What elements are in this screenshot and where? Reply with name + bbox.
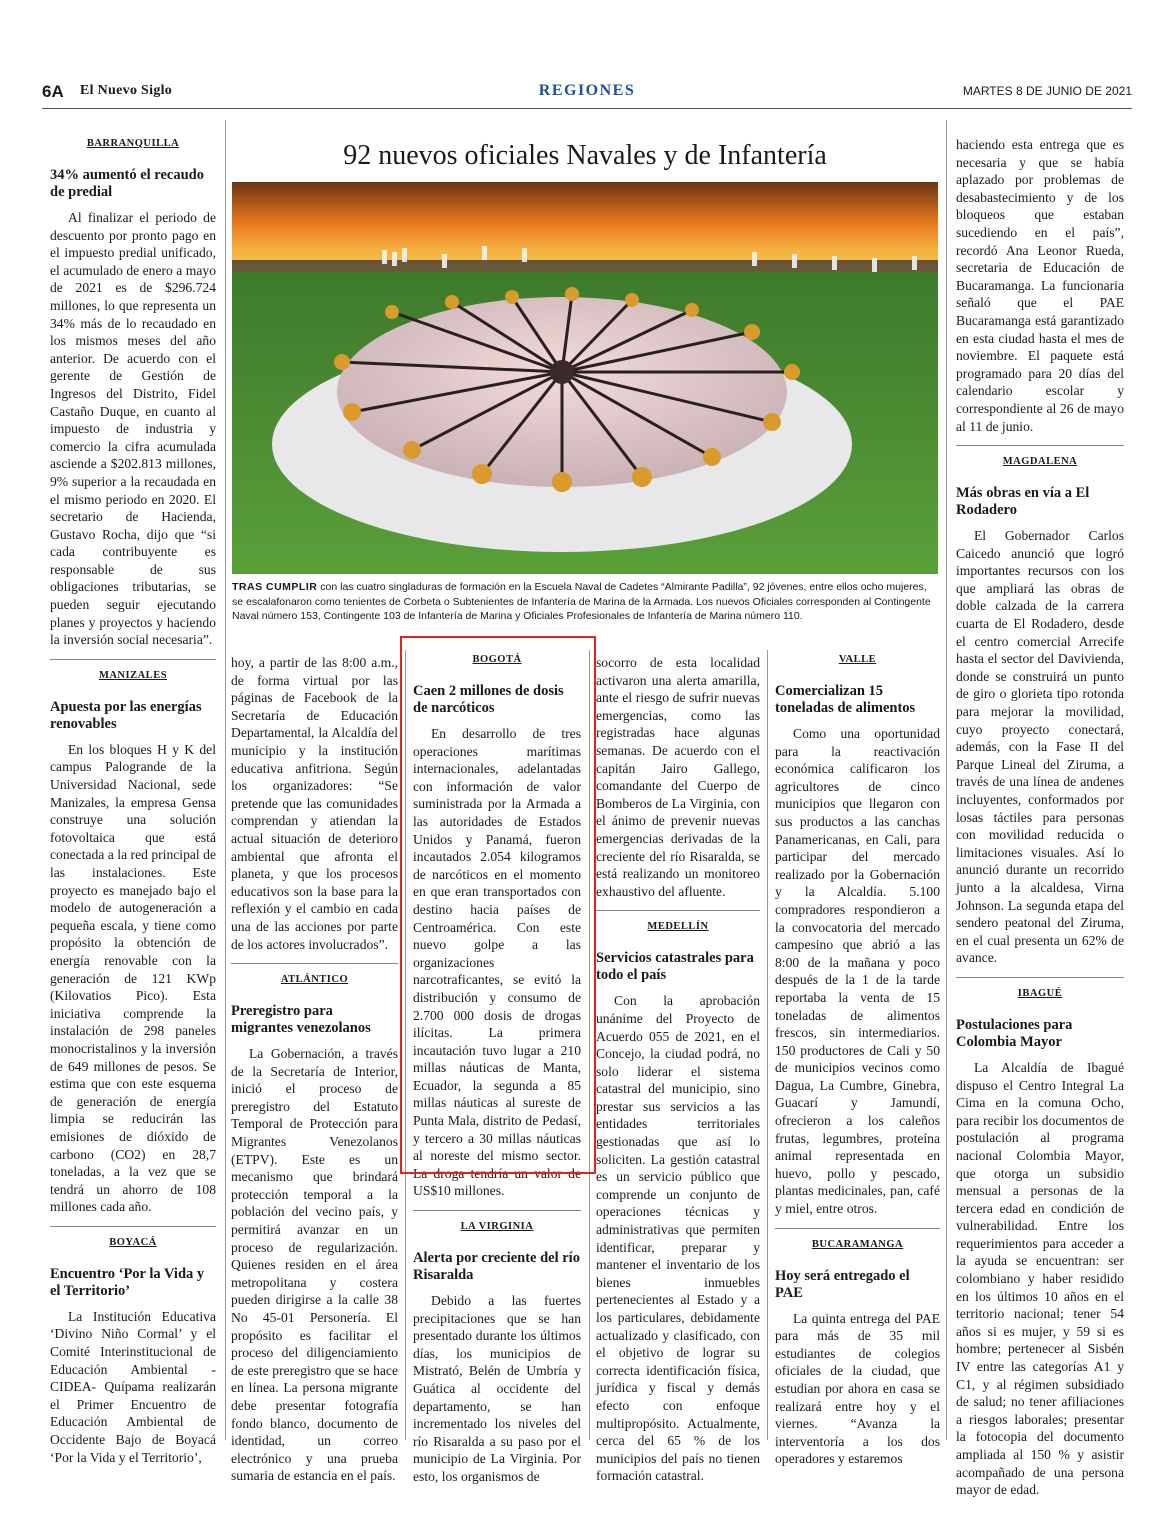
ceremony-photo — [232, 182, 938, 574]
article-bucaramanga-continued: haciendo esta entrega que es necesaria y que se había aplazado por problemas de desabastecimiento y de los bloqueos que estaban sucediendo en el país”, recordó Ana Leonor Rueda, secretaria de Educación de Bucaramanga. La funcionaria señaló que el PAE Bucaramanga está garantizado en esta ciudad hasta el mes de noviembre. El paquete está programado para 20 días del calendario escolar y correspondiente al 26 de mayo al 11 de junio. — [956, 137, 1124, 434]
swords-table-illustration — [232, 182, 938, 574]
divider — [413, 1210, 581, 1211]
caption-text: con las cuatro singladuras de formación en la Escuela Naval de Cadetes “Almirante Padilla”, 92 jóvenes, entre ellos ocho mujeres, se escalafonaron como tenientes de Corbeta o Subtenientes de Infantería de Marina de la Armada. Los nuevos Oficiales corresponden al Contingente Naval número 153, Contingente 103 de Infantería de Marina y Oficiales Profesionales de Infantería de Marina número 110. — [232, 581, 931, 622]
article-la-virginia: Debido a las fuertes precipitaciones que se han presentado durante los últimos días, los municipios de Mistrató, Belén de Umbría y Guática al occidente del departamento, se han incrementado los niveles del río Risaralda a su paso por el municipio de La Virginia. Por esto, los organismos de — [413, 1293, 581, 1484]
divider — [956, 445, 1124, 446]
article-bogota: En desarrollo de tres operaciones marítimas internacionales, adelantadas con información de valor suministrada por la Armada a las autoridades de Estados Unidos y Panamá, fueron incautados 2.054 kilogramos de narcóticos en el momento en que eran transportados con destino hacia países de Centroamérica. Con este nuevo golpe a las organizaciones narcotraficantes, se evitó la distribución y consumo de 2.700 000 dosis de drogas ilícitas. La primera incautación tuvo lugar a 210 millas náuticas de Manta, Ecuador, la segunda a 85 millas náuticas al sureste de Punta Mala, distrito de Pedasí, y tercero a 30 millas náuticas al noreste del mismo sector. La droga tendría un valor de US$10 millones. — [413, 726, 581, 1199]
divider — [956, 977, 1124, 978]
column-divider — [767, 650, 768, 1440]
headline-valle: Comercializan 15 toneladas de alimentos — [775, 683, 916, 716]
page-header — [42, 82, 1132, 106]
highlight-box — [400, 636, 596, 1174]
article-magdalena: El Gobernador Carlos Caicedo anunció que logró importantes recursos con los que ampliará las obras de doble calzada de la carrera cuarta de El Rodadero, desde el centro comercial Arrecife hasta el sector del Davivienda, donde se construirá un punto de giro o glorieta tipo rotonda para mejorar la movilidad, cuyo proyecto conectará, además, con la Fase II del Parque Lineal del Ziruma, a través de una línea de andenes incluyentes, conformados por losas táctiles para personas con movilidad reducida o limitaciones visuales. Así lo anunció durante un recorrido junto a la alcaldesa, Virna Johnson. La segunda etapa del sendero peatonal del Ziruma, en el cual presenta un 62% de avance. — [956, 528, 1124, 966]
kicker-valle: VALLE — [838, 654, 877, 665]
kicker-atlantico: ATLÁNTICO — [280, 974, 349, 986]
article-bucaramanga: La quinta entrega del PAE para más de 35 mil estudiantes de colegios oficiales de la ciudad, que estudian por ahora en casa se realizará entre hoy y el viernes. “Avanza la interventoría a los dos operadores y estaremos — [775, 1310, 940, 1467]
kicker-boyaca: BOYACÁ — [109, 1236, 157, 1248]
newspaper-name: El Nuevo Siglo — [80, 83, 173, 98]
photo-caption — [232, 580, 938, 624]
headline-bucaramanga: Hoy será entregado el PAE — [775, 1267, 910, 1301]
headline-barranquilla: 34% aumentó el recaudo de predial — [50, 167, 204, 200]
column-5 — [775, 654, 940, 1468]
divider — [231, 963, 398, 964]
article-boyaca: La Institución Educativa ‘Divino Niño Cormal’ y el Comité Interinstitucional de Educación Ambiental -CIDEA- Quípama realizarán el Primer Encuentro de Educación Ambiental de Occidente Bajo de Boyacá ‘Por la Vida y el Territorio’, — [50, 1308, 216, 1465]
article-medellin: Con la aprobación unánime del Proyecto de Acuerdo 055 de 2021, en el Concejo, la ciudad podrá, no solo liderar el sistema catastral del municipio, sino prestar sus servicios a las entidades territoriales gestionadas que así lo soliciten. La gestión catastral es un servicio público que comprende un conjunto de operaciones técnicas y administrativas que permiten identificar, preparar y mantener el inventario de los bienes inmuebles pertenecientes al Estado y a los particulares, debidamente actualizado y clasificado, con el objetivo de lograr su correcta identificación física, jurídica y fiscal y demás efecto con enfoque multipropósito. Actualmente, cerca del 65 % de los municipios del país no tienen formación catastral. — [596, 993, 760, 1484]
kicker-medellin: MEDELLÍN — [647, 921, 709, 933]
column-6 — [956, 136, 1124, 1499]
column-4 — [596, 654, 760, 1485]
section-title: REGIONES — [538, 82, 636, 99]
column-2 — [231, 654, 398, 1485]
column-1 — [50, 138, 216, 1466]
kicker-la-virginia: LA VIRGINIA — [460, 1221, 534, 1233]
headline-atlantico: Preregistro para migrantes venezolanos — [231, 1003, 371, 1037]
article-barranquilla: Al finalizar el periodo de descuento por pronto pago en el impuesto predial unificado, el acumulado de enero a mayo de 2021 es de $296.724 millones, lo que representa un 34% más de lo recaudado en los mismos meses del año anterior. De acuerdo con el gerente de Gestión de Ingresos del Distrito, Fidel Castaño Duque, en cuanto al impuesto de industria y comercio la cifra acumulada asciende a $202.813 millones, 9% superior a la recaudada en el mismo periodo en 2020. El secretario de Hacienda, Gustavo Rocha, dijo que “si cada contribuyente es responsable de sus obligaciones tributarias, se pueden seguir ejecutando planes y proyectos y haciendo la inversión social necesaria”. — [50, 210, 216, 648]
kicker-barranquilla: BARRANQUILLA — [86, 138, 180, 149]
divider — [50, 1226, 216, 1227]
headline-boyaca: Encuentro ‘Por la Vida y el Territorio’ — [50, 1265, 205, 1299]
header-rule — [42, 108, 1132, 109]
divider — [50, 659, 216, 660]
article-valle: Como una oportunidad para la reactivación económica calificaron los agricultores de cinco municipios que llegaron con sus productos a las canchas Panamericanas, en Cali, para participar del mercado realizado por la Gobernación y la Alcaldía. 5.100 compradores respondieron a la convocatoria del mercado campesino que abrió a las 8:00 de la mañana y poco después de la 1 de la tarde reportaba la venta de 15 toneladas de alimentos frescos, sin intermediarios. 150 productores de Cali y 50 de municipios vecinos como Dagua, La Cumbre, Ginebra, Guacarí y Jamundí, ofrecieron a los caleños frutas, legumbres, proteína animal representada en huevo, pollo y pescado, plantas medicinales, pan, café y miel, entre otros. — [775, 726, 940, 1217]
headline-manizales: Apuesta por las energías renovables — [50, 698, 202, 732]
main-headline: 92 nuevos oficiales Navales y de Infantería — [343, 140, 827, 171]
article-la-virginia-continued: socorro de esta localidad activaron una alerta amarilla, ante el riesgo de sufrir nuevas emergencias, como las registradas hace algunas semanas. De acuerdo con el capitán Jairo Gallego, comandante del Cuerpo de Bomberos de La Virginia, con el ánimo de prevenir nuevas emergencias derivadas de la creciente del río Risaralda, se está realizando un monitoreo exhaustivo del afluente. — [596, 655, 760, 899]
kicker-magdalena: MAGDALENA — [1002, 456, 1078, 468]
headline-magdalena: Más obras en vía a El Rodadero — [956, 485, 1090, 519]
headline-ibague: Postulaciones para Colombia Mayor — [956, 1016, 1073, 1050]
article-boyaca-continued: hoy, a partir de las 8:00 a.m., de forma virtual por las páginas de Facebook de la Secretaría de Educación Departamental, la Alcaldía del municipio y la institución educativa anfitriona. Según los organizadores: “Se pretende que las comunidades comprendan y atiendan la actual situación de deterioro ambiental que afronta el planeta, y que los procesos educativos son la base para la reflexión y el cambio en cada una de las acciones por parte de los actores involucrados”. — [231, 655, 398, 952]
kicker-manizales: MANIZALES — [98, 669, 168, 681]
kicker-bogota: BOGOTÁ — [472, 654, 522, 665]
headline-bogota: Caen 2 millones de dosis de narcóticos — [413, 683, 564, 716]
kicker-bucaramanga: BUCARAMANGA — [811, 1238, 904, 1250]
article-ibague: La Alcaldía de Ibagué dispuso el Centro Integral La Cima en la comuna Ocho, para recibir los documentos de postulación al programa nacional Colombia Mayor, que otorga un subsidio mensual a personas de la tercera edad en condición de vulnerabilidad. Entre los requerimientos para acceder a la ayuda se encuentran: ser colombiano y haber residido en los últimos 10 años en el territorio nacional; tener 54 años si es mujer, y 59 si es hombre; pertenecer al Sisbén IV entre las categorías A1 y C1, y al régimen subsidiado de salud; no tener afiliaciones a riesgos laborales; presentar la fotocopia del documento ampliada al 150 % y asistir acompañado de una persona mayor de edad. — [956, 1059, 1124, 1498]
caption-lead: TRAS CUMPLIR — [232, 581, 318, 593]
column-divider — [946, 120, 947, 1440]
page-number: 6A — [42, 82, 64, 101]
headline-medellin: Servicios catastrales para todo el país — [596, 950, 754, 984]
headline-la-virginia: Alerta por creciente del río Risaralda — [413, 1250, 580, 1284]
kicker-ibague: IBAGUÉ — [1017, 987, 1063, 999]
divider — [596, 910, 760, 911]
article-manizales: En los bloques H y K del campus Palogrande de la Universidad Nacional, sede Manizales, la empresa Gensa construye una solución fotovoltaica que está conectada a la red principal de las instalaciones. Este proyecto es manejado bajo el modelo de autogeneración a pequeña escala, y tiene como propósito la obtención de energía renovable con la generación de 121 KWp (Kilovatios Pico). Esta iniciativa comprende la instalación de 298 paneles monocristalinos y la inversión de 649 millones de pesos. Se estima que con este esquema de generación de energía limpia se reducirán las emisiones de dióxido de carbono (CO2) en 28,7 toneladas, a la vez que se tendrá un ahorro de 108 millones cada año. — [50, 741, 216, 1215]
column-divider — [225, 120, 226, 1440]
issue-date: MARTES 8 DE JUNIO DE 2021 — [962, 84, 1132, 98]
divider — [775, 1228, 940, 1229]
article-atlantico: La Gobernación, a través de la Secretaría de Interior, inició el proceso de preregistro del Estatuto Temporal de Protección para Migrantes Venezolanos (ETPV). Este es un mecanismo que brindará protección temporal a la población del vecino país, y permitirá avanzar en un proceso de regularización. Quienes residen en el área metropolitana y costera pueden dirigirse a la calle 38 No 45-01 Personería. El propósito es facilitar el proceso del diligenciamiento de este preregistro que se hace en línea. La persona migrante debe presentar fotografía fondo blanco, documento de identidad, un correo electrónico y una prueba sumaria de estancia en el país. — [231, 1046, 398, 1484]
